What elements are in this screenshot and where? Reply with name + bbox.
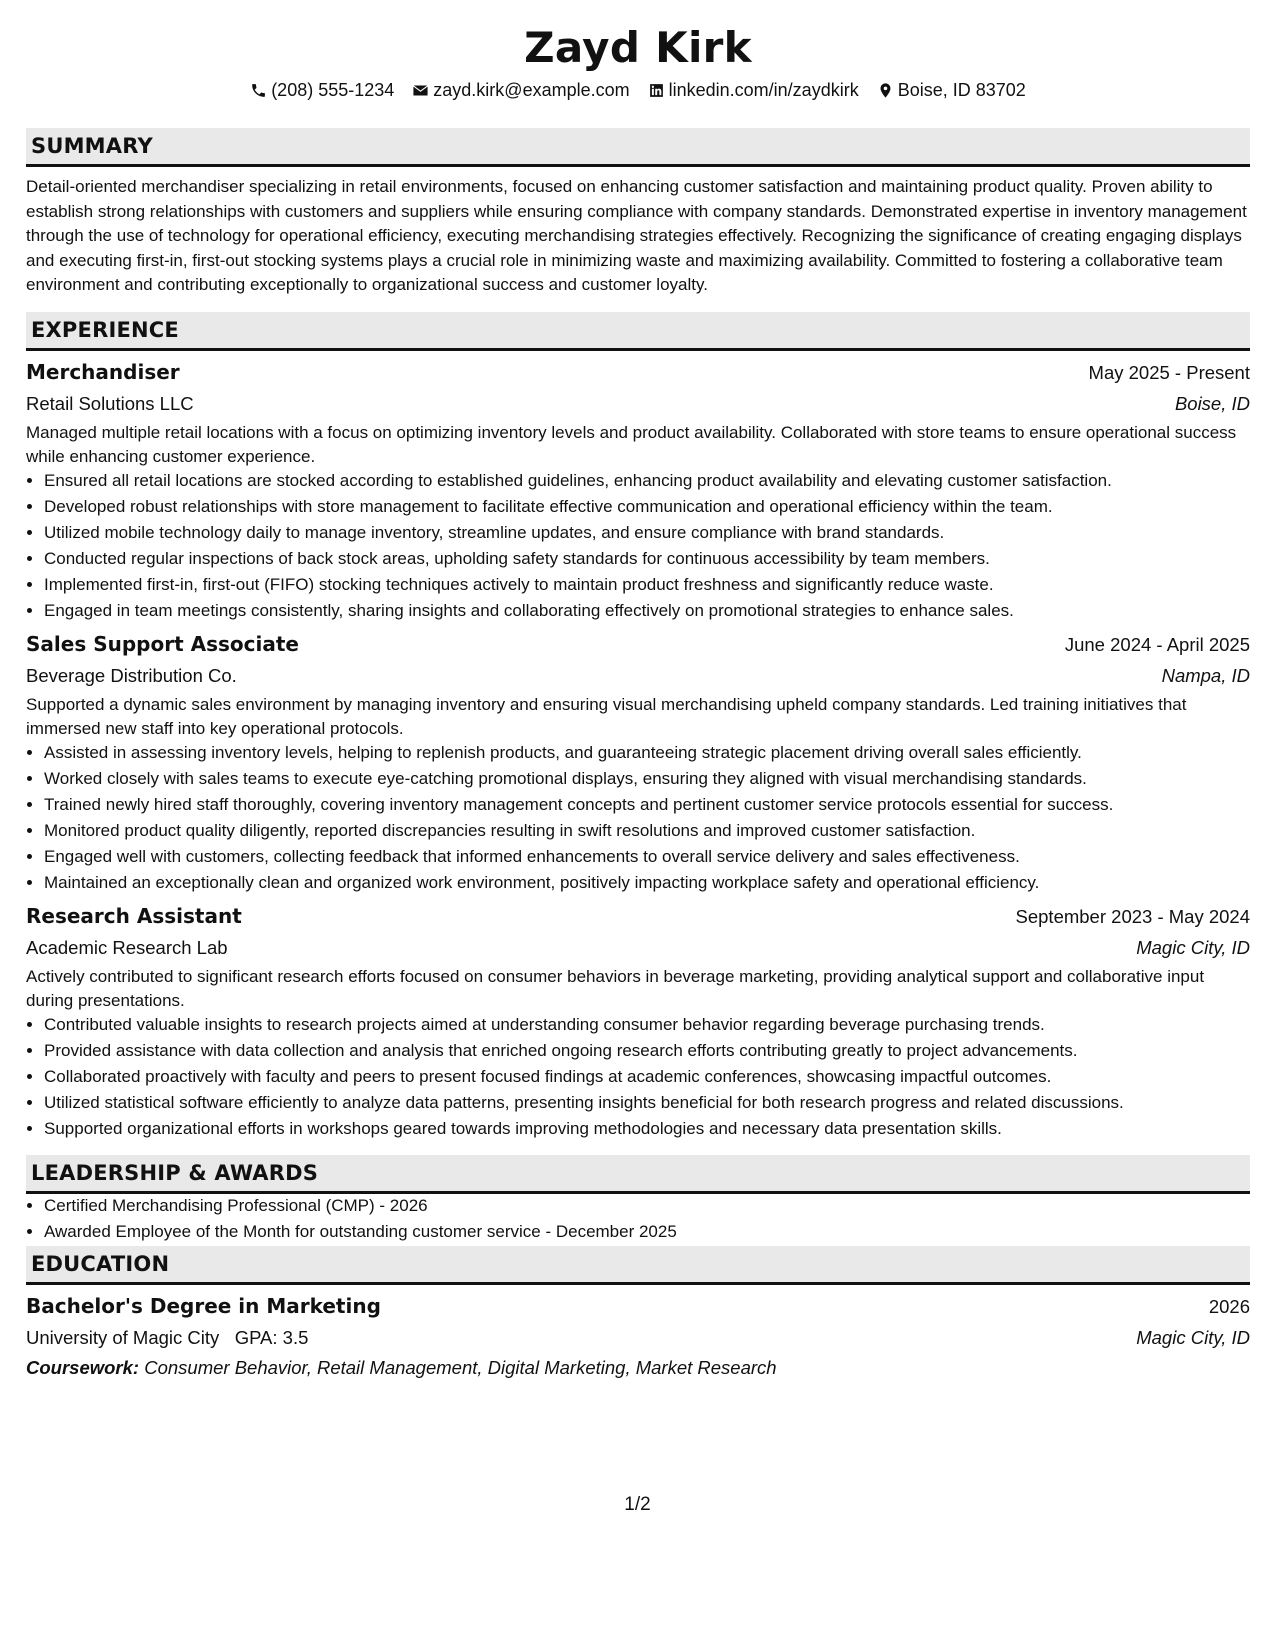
phone-text: (208) 555-1234 — [271, 80, 395, 100]
bullet-item: • Implemented first-in, first-out (FIFO) stocking techniques actively to maintain product freshness and significantly reduce waste. — [44, 573, 1250, 597]
email-link[interactable]: zayd.kirk@example.com — [433, 80, 630, 100]
job-description: Managed multiple retail locations with a focus on optimizing inventory levels and product availability. Collaborated with store teams to ensure operational success while enhancing customer experience. — [26, 422, 1237, 466]
graduation-year: 2026 — [1208, 1295, 1250, 1317]
phone-icon — [250, 82, 267, 99]
summary-section-header — [26, 128, 1250, 167]
award-item: • Awarded Employee of the Month for outstanding customer service - December 2025 — [44, 1220, 1250, 1244]
section-title: EDUCATION — [31, 1251, 170, 1276]
coursework-list: Consumer Behavior, Retail Management, Digital Marketing, Market Research — [144, 1356, 777, 1378]
bullet-item: • Developed robust relationships with store management to facilitate effective communication and operational efficiency within the team. — [44, 495, 1250, 519]
job-description: Supported a dynamic sales environment by managing inventory and ensuring visual merchandising upheld company standards. Led training initiatives that immersed new staff into key operational protocols. — [26, 694, 1187, 738]
bullet-item: • Collaborated proactively with faculty and peers to present focused findings at academic conferences, showcasing impactful outcomes. — [44, 1065, 1250, 1089]
bullet-item: • Supported organizational efforts in workshops geared towards improving methodologies and necessary data presentation skills. — [44, 1117, 1250, 1141]
education-entry — [26, 1291, 1250, 1382]
bullet-item: • Monitored product quality diligently, reported discrepancies resulting in swift resolutions and improved customer satisfaction. — [44, 819, 1250, 843]
degree-title: Bachelor's Degree in Marketing — [26, 1293, 381, 1318]
job-entry — [26, 901, 1250, 1141]
job-bullets — [26, 469, 1250, 623]
linkedin-icon — [648, 82, 665, 99]
job-description: Actively contributed to significant research efforts focused on consumer behaviors in beverage marketing, providing analytical support and collaborative input during presentations. — [26, 966, 1205, 1010]
bullet-item: • Maintained an exceptionally clean and organized work environment, positively impacting workplace safety and operational efficiency. — [44, 871, 1250, 895]
section-title: SUMMARY — [31, 134, 153, 158]
bullet-item: • Ensured all retail locations are stocked according to established guidelines, enhancing product availability and elevating customer satisfaction. — [44, 469, 1250, 493]
company-name: Beverage Distribution Co. — [26, 664, 237, 686]
bullet-item: • Conducted regular inspections of back stock areas, upholding safety standards for continuous accessibility by team members. — [44, 547, 1250, 571]
school-line — [26, 1323, 308, 1352]
education-section-header — [26, 1246, 1250, 1285]
bullet-item: • Worked closely with sales teams to execute eye-catching promotional displays, ensuring they aligned with visual merchandising standards. — [44, 767, 1250, 791]
bullet-item: • Trained newly hired staff thoroughly, covering inventory management concepts and pertinent customer service protocols essential for success. — [44, 793, 1250, 817]
experience-section-header — [26, 312, 1250, 351]
map-pin-icon — [877, 82, 894, 99]
bullet-item: • Assisted in assessing inventory levels, helping to replenish products, and guaranteeing strategic placement driving overall sales efficiently. — [44, 741, 1250, 765]
bullet-item: • Contributed valuable insights to research projects aimed at understanding consumer behavior regarding beverage purchasing trends. — [44, 1013, 1250, 1037]
bullet-item: • Provided assistance with data collection and analysis that enriched ongoing research efforts contributing greatly to project advancements. — [44, 1039, 1250, 1063]
awards-list — [26, 1194, 1250, 1244]
linkedin-link[interactable]: linkedin.com/in/zaydkirk — [668, 80, 859, 100]
location-text: Boise, ID 83702 — [897, 80, 1026, 100]
leadership-section-header — [26, 1155, 1250, 1194]
contact-linkedin[interactable] — [648, 78, 859, 102]
job-bullets — [26, 741, 1250, 895]
job-dates: June 2024 - April 2025 — [1064, 633, 1250, 655]
bullet-item: • Engaged well with customers, collecting feedback that informed enhancements to overall service delivery and sales effectiveness. — [44, 845, 1250, 869]
job-location: Nampa, ID — [1161, 664, 1250, 686]
job-dates: September 2023 - May 2024 — [1015, 905, 1250, 927]
bullet-item: • Utilized mobile technology daily to manage inventory, streamline updates, and ensure compliance with brand standards. — [44, 521, 1250, 545]
section-title: EXPERIENCE — [31, 317, 179, 342]
company-name: Retail Solutions LLC — [26, 392, 194, 414]
envelope-icon — [412, 82, 429, 99]
coursework-line — [26, 1353, 1250, 1382]
resume-content — [26, 20, 1250, 1382]
job-location: Magic City, ID — [1136, 936, 1250, 958]
contact-phone — [250, 78, 394, 102]
contact-email[interactable] — [412, 78, 629, 102]
job-title: Research Assistant — [26, 903, 242, 928]
job-bullets — [26, 1013, 1250, 1141]
contact-location — [877, 78, 1026, 102]
job-location: Boise, ID — [1174, 392, 1250, 414]
bullet-item: • Utilized statistical software efficiently to analyze data patterns, presenting insights beneficial for both research progress and related discussions. — [44, 1091, 1250, 1115]
contact-bar — [26, 78, 1250, 102]
company-name: Academic Research Lab — [26, 936, 228, 958]
page-number: 1/2 — [624, 1494, 651, 1515]
coursework-label: Coursework: — [26, 1356, 140, 1378]
award-item: • Certified Merchandising Professional (CMP) - 2026 — [44, 1194, 1250, 1218]
school-name: University of Magic City — [26, 1326, 220, 1348]
job-title: Merchandiser — [26, 359, 180, 384]
job-entry — [26, 629, 1250, 895]
job-title: Sales Support Associate — [26, 631, 299, 656]
gpa: GPA: 3.5 — [234, 1326, 309, 1348]
school-location: Magic City, ID — [1136, 1326, 1250, 1348]
section-title: LEADERSHIP & AWARDS — [31, 1160, 319, 1185]
summary-text: Detail-oriented merchandiser specializing in retail environments, focused on enhancing customer satisfaction and maintaining product quality. Proven ability to establish strong relationships with customers and suppliers while ensuring compliance with company standards. Demonstrated expertise in inventory management through the use of technology for operational efficiency, executing merchandising strategies effectively. Recognizing the significance of creating engaging displays and executing first-in, first-out stocking systems plays a crucial role in minimizing waste and maximizing availability. Committed to fostering a collaborative team environment and contributing exceptionally to organizational success and customer loyalty. — [26, 177, 1247, 294]
job-entry — [26, 357, 1250, 623]
candidate-name: Zayd Kirk — [524, 23, 752, 72]
bullet-item: • Engaged in team meetings consistently, sharing insights and collaborating effectively on promotional strategies to enhance sales. — [44, 599, 1250, 623]
job-dates: May 2025 - Present — [1088, 361, 1250, 383]
